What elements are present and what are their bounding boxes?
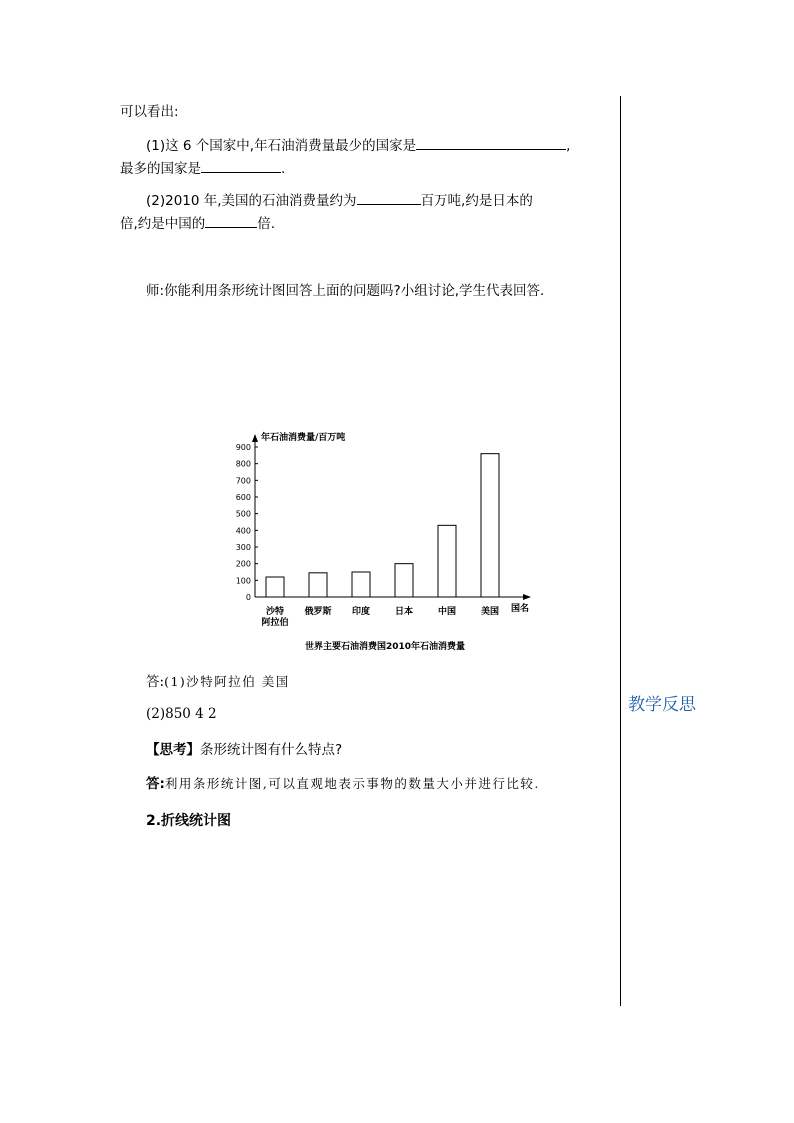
y-tick-label: 300 [235,543,251,552]
x-axis-arrow [523,594,531,600]
bar-4 [395,564,413,597]
y-axis-arrow [252,434,258,442]
y-tick-label: 100 [235,576,251,586]
answer-1 [146,670,290,690]
answer-2: (2)850 4 2 [146,706,217,722]
answer-blank [416,135,566,150]
y-tick-label: 800 [235,459,251,469]
chart-title: 世界主要石油消费国2010年石油消费量 [304,642,466,652]
answer-blank [205,213,257,228]
y-tick-label: 200 [235,559,251,569]
bar-2 [309,573,327,597]
q1-line2-prefix: 最多的国家是 [120,161,201,177]
y-axis-label: 年石油消费量/百万吨 [261,433,346,443]
q2-line2-suffix: 倍. [257,216,276,232]
y-tick-label: 600 [235,493,251,502]
think-label: 【思考】 [146,742,200,758]
think-answer [146,772,540,792]
q2-mid: 百万吨,约是日本的 [420,193,533,209]
y-tick-label: 700 [235,476,251,486]
x-category-label: 沙特 [265,607,285,617]
intro-text: 可以看出: [120,104,179,120]
y-tick-label: 900 [235,443,251,452]
section-title: 2.折线统计图 [146,813,232,829]
x-category-label: 印度 [351,607,371,617]
bar-6 [481,454,499,597]
q2-line2-prefix: 倍,约是中国的 [120,216,206,232]
x-axis-label: 国名 [511,604,530,614]
q1-line2-suffix: . [281,161,286,177]
column-divider [620,96,621,1006]
y-tick-label: 0 [245,593,251,602]
x-category-label: 俄罗斯 [304,607,332,617]
bar-1 [266,577,284,597]
teacher-prompt: 师:你能利用条形统计图回答上面的问题吗?小组讨论,学生代表回答. [146,283,545,299]
x-category-label: 中国 [437,607,457,617]
think-answer-text: 利用条形统计图,可以直观地表示事物的数量大小并进行比较. [164,776,540,791]
x-category-label: 日本 [394,607,414,617]
bar-chart [225,420,555,660]
q1-suffix: , [566,138,571,154]
x-category-label: 阿拉伯 [261,618,289,628]
answer-blank [357,190,421,205]
answer-blank [201,158,281,173]
think-answer-label: 答: [146,776,165,792]
question-1-line-1 [146,134,570,154]
think-text: 条形统计图有什么特点? [200,742,343,758]
q1-prefix: (1)这 6 个国家中,年石油消费量最少的国家是 [146,138,417,154]
bar-5 [438,525,456,597]
question-2-line-2 [120,212,275,232]
q2-prefix: (2)2010 年,美国的石油消费量约为 [146,193,357,209]
answer-label: 答: [146,674,165,690]
y-tick-label: 500 [235,509,251,519]
y-tick-label: 400 [235,526,251,536]
bar-3 [352,572,370,597]
teaching-reflection-label: 教学反思 [628,695,696,715]
question-2-line-1 [146,189,533,209]
x-category-label: 美国 [480,607,500,617]
think-question [146,738,342,758]
question-1-line-2 [120,157,285,177]
answer-1-text: (1)沙特阿拉伯 美国 [164,674,290,689]
